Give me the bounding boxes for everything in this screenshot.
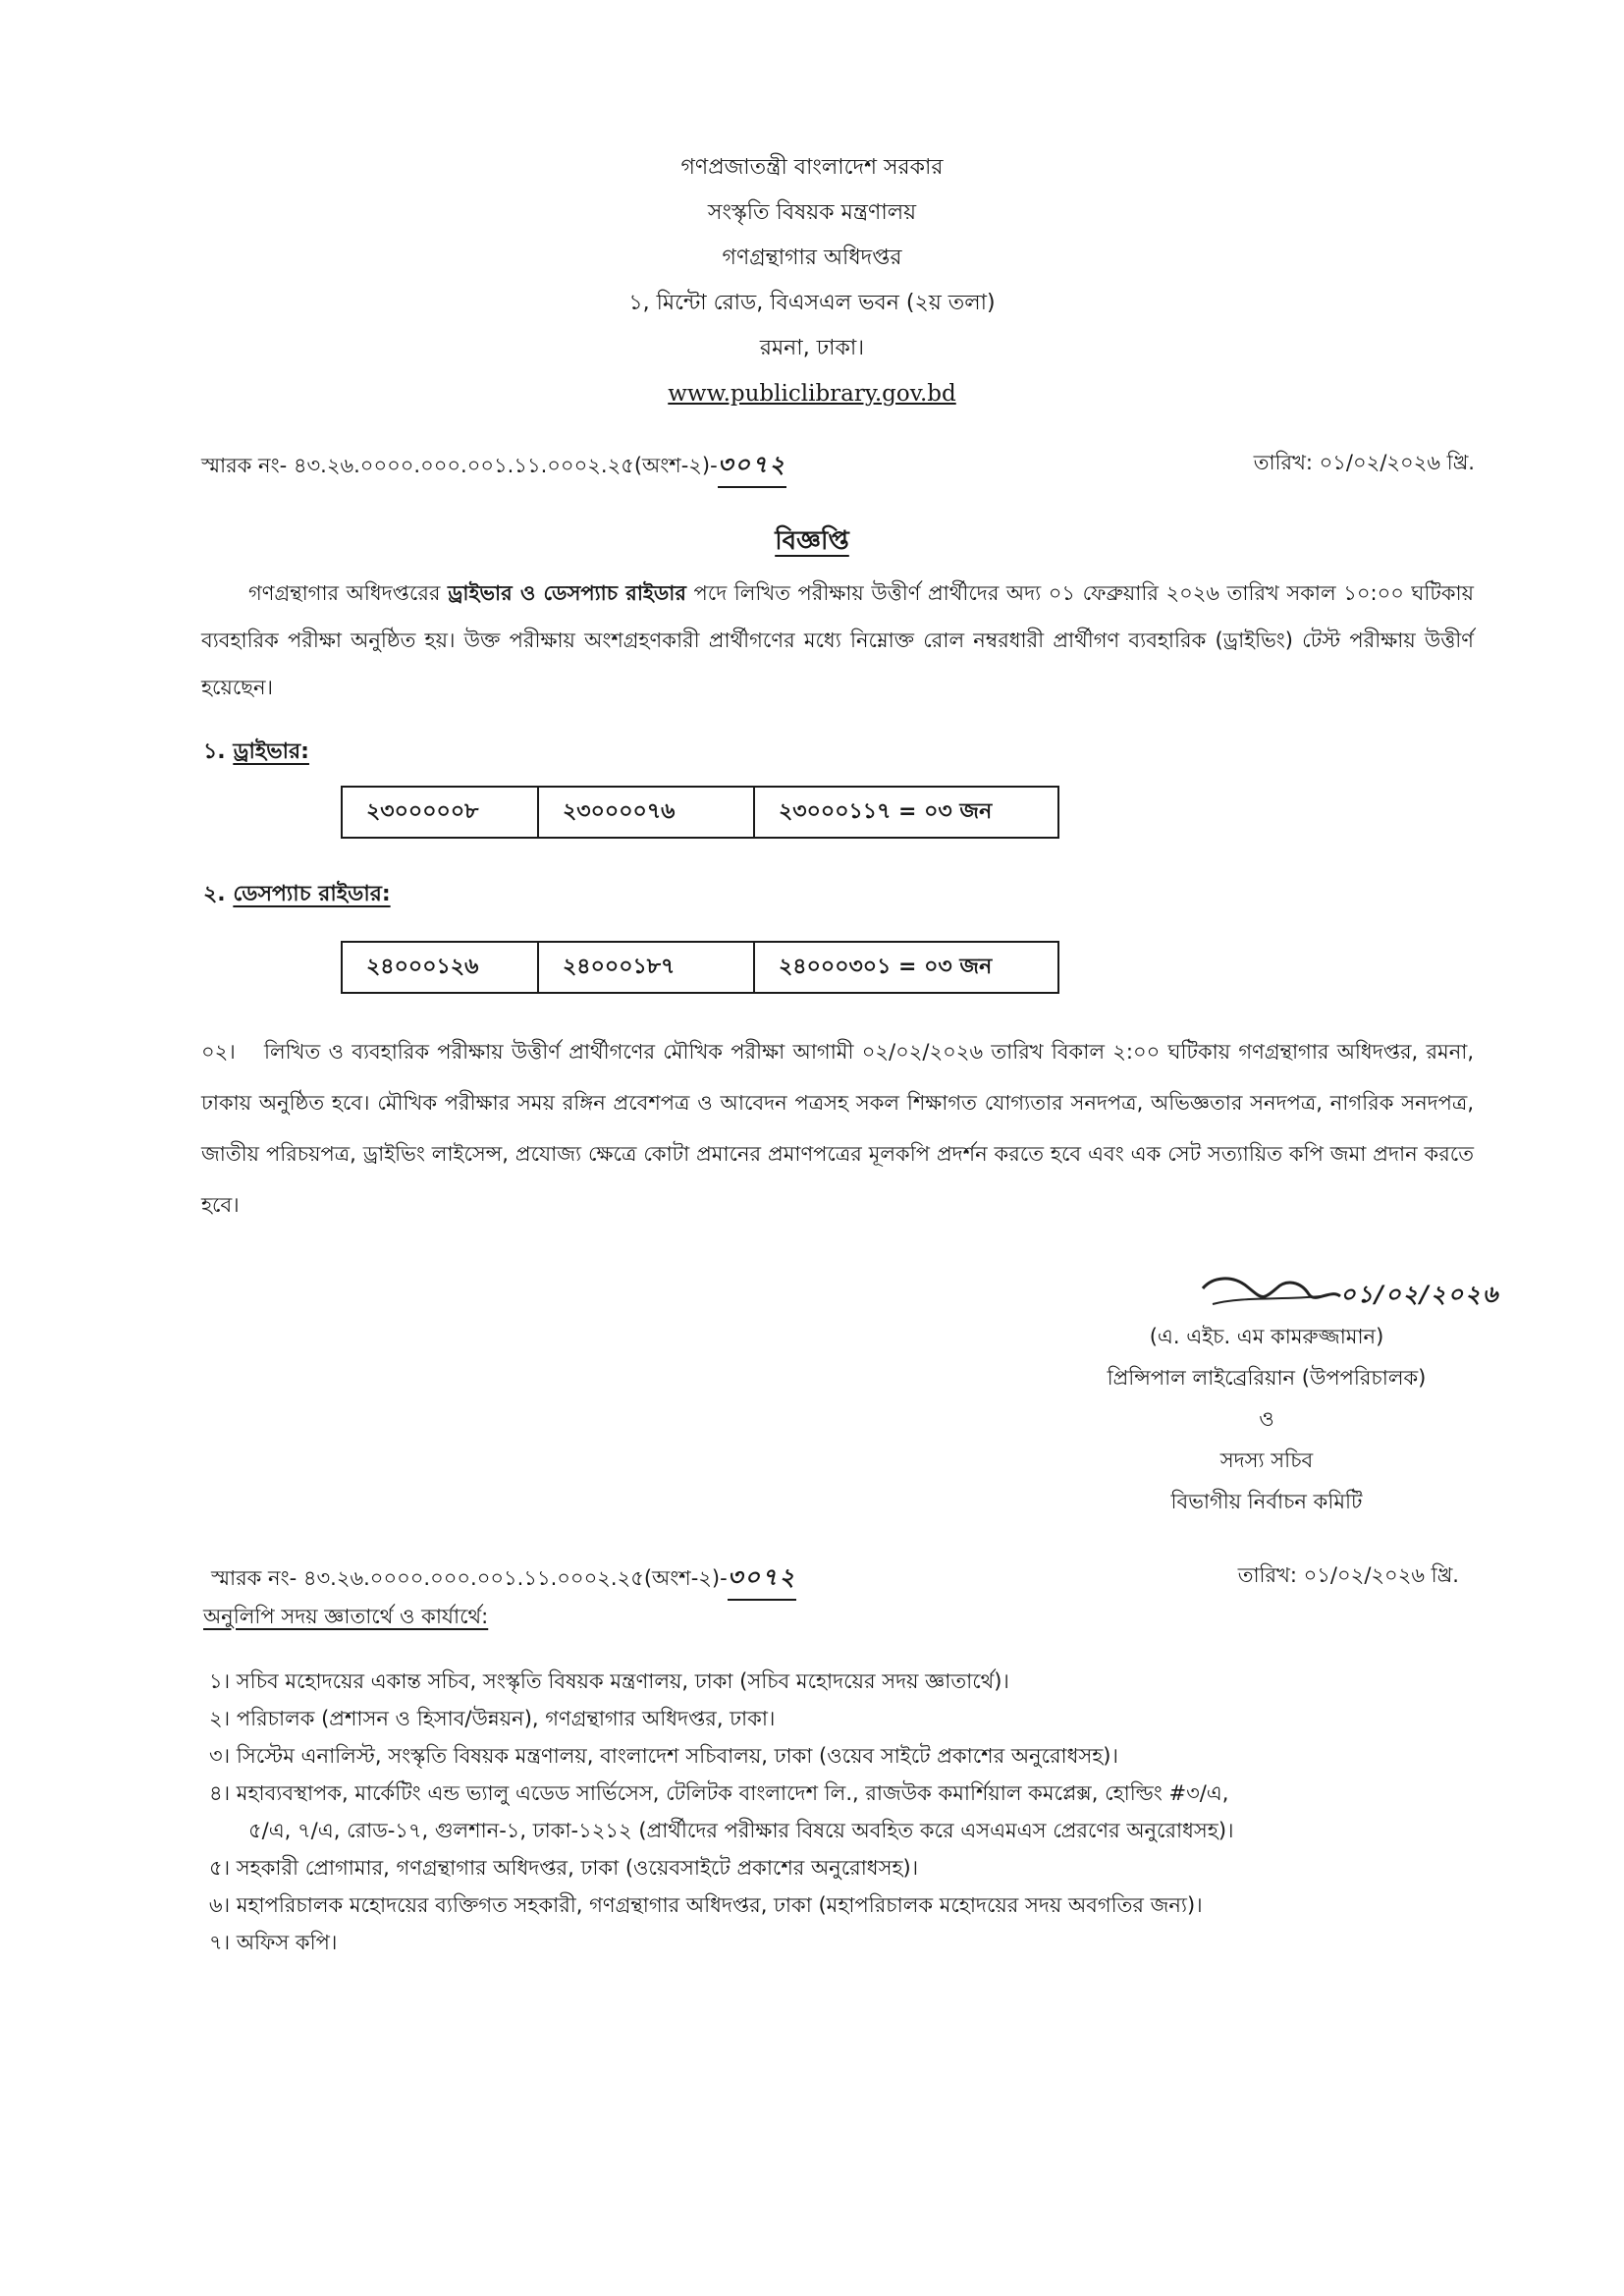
signatory-name: (এ. এইচ. এম কামরুজ্জামান)	[1149, 1325, 1384, 1348]
list-item: ৬। মহাপরিচালক মহোদয়ের ব্যক্তিগত সহকারী, গণগ্রন্থাগার অধিদপ্তর, ঢাকা (মহাপরিচালক মহোদয়ের সদয় অবগতির জন্য)।	[209, 1893, 1203, 1917]
list-item: ৭। অফিস কপি।	[209, 1931, 338, 1954]
signatory-designation: প্রিন্সিপাল লাইব্রেরিয়ান (উপপরিচালক)	[1107, 1366, 1427, 1390]
letterhead-city: রমনা, ঢাকা।	[759, 336, 865, 360]
memo-date-2: তারিখ: ০১/০২/২০২৬ খ্রি.	[1237, 1563, 1459, 1587]
signatory-conjunction: ও	[1259, 1407, 1274, 1431]
post-names: ড্রাইভার ও ডেসপ্যাচ রাইডার	[447, 581, 686, 605]
memo-reference-2: স্মারক নং- ৪৩.২৬.০০০০.০০০.০০১.১১.০০০২.২৫(অংশ-২)-৩০৭২	[211, 1559, 796, 1601]
viva-paragraph: ০২। লিখিত ও ব্যবহারিক পরীক্ষায় উত্তীর্ণ প্রার্থীগণের মৌখিক পরীক্ষা আগামী ০২/০২/২০২৬ তারিখ বিকাল ২:০০ ঘটিকায় গণগ্রন্থাগার অধিদপ্তর, রমনা, ঢাকায় অনুষ্ঠিত হবে। মৌখিক পরীক্ষার সময় রঙ্গিন প্রবেশপত্র ও আবেদন পত্রসহ সকল শিক্ষাগত যোগ্যতার সনদপত্র, অভিজ্ঞতার সনদপত্র, নাগরিক সনদপত্র, জাতীয় পরিচয়পত্র, ড্রাইভিং লাইসেন্স, প্রযোজ্য ক্ষেত্রে কোটা প্রমানের প্রমাণপত্রের মূলকপি প্রদর্শন করতে হবে এবং এক সেট সত্যায়িত কপি জমা প্রদান করতে হবে।	[201, 1026, 1474, 1230]
driver-roll-table	[341, 786, 1059, 839]
handwritten-sign-date: ০১/০২/২০২৬	[1340, 1281, 1500, 1308]
roll-cell: ২৪০০০১৮৭	[538, 942, 754, 993]
copies-list	[209, 1663, 1486, 1961]
copies-title: অনুলিপি সদয় জ্ঞাতার্থে ও কার্যার্থে:	[203, 1605, 489, 1628]
list-item: ৫/এ, ৭/এ, রোড-১৭, গুলশান-১, ঢাকা-১২১২ (প্রার্থীদের পরীক্ষার বিষয়ে অবহিত করে এসএমএস প্রেরণের অনুরোধসহ)।	[248, 1819, 1234, 1842]
website-link[interactable]: www.publiclibrary.gov.bd	[668, 381, 956, 407]
dispatch-rider-roll-table	[341, 941, 1059, 994]
table-row	[342, 942, 1058, 993]
section-driver-heading: ১. ড্রাইভার:	[203, 739, 309, 764]
list-item: ১। সচিব মহোদয়ের একান্ত সচিব, সংস্কৃতি বিষয়ক মন্ত্রণালয়, ঢাকা (সচিব মহোদয়ের সদয় জ্ঞাতার্থে)।	[209, 1669, 1009, 1693]
roll-cell: ২৩০০০০০৮	[342, 787, 538, 838]
roll-cell: ২৪০০০৩০১ = ০৩ জন	[754, 942, 1058, 993]
roll-cell: ২৪০০০১২৬	[342, 942, 538, 993]
list-item: ৩। সিস্টেম এনালিস্ট, সংস্কৃতি বিষয়ক মন্ত্রণালয়, বাংলাদেশ সচিবালয়, ঢাকা (ওয়েব সাইটে প্রকাশের অনুরোধসহ)।	[209, 1744, 1119, 1768]
paragraph-number: ০২।	[201, 1040, 236, 1064]
list-item: ৫। সহকারী প্রোগামার, গণগ্রন্থাগার অধিদপ্তর, ঢাকা (ওয়েবসাইটে প্রকাশের অনুরোধসহ)।	[209, 1856, 919, 1880]
signatory-committee: বিভাগীয় নির্বাচন কমিটি	[1170, 1490, 1363, 1513]
memo-date: তারিখ: ০১/০২/২০২৬ খ্রি.	[1253, 451, 1475, 474]
notice-intro-paragraph: গণগ্রন্থাগার অধিদপ্তরের ড্রাইভার ও ডেসপ্যাচ রাইডার পদে লিখিত পরীক্ষায় উত্তীর্ণ প্রার্থীদের অদ্য ০১ ফেব্রুয়ারি ২০২৬ তারিখ সকাল ১০:০০ ঘটিকায় ব্যবহারিক পরীক্ষা অনুষ্ঠিত হয়। উক্ত পরীক্ষায় অংশগ্রহণকারী প্রার্থীগণের মধ্যে নিম্নোক্ত রোল নম্বরধারী প্রার্থীগণ ব্যবহারিক (ড্রাইভিং) টেস্ট পরীক্ষায় উত্তীর্ণ হয়েছেন।	[201, 581, 1474, 699]
handwritten-memo-number-2: ৩০৭২	[728, 1559, 796, 1601]
letterhead-address: ১, মিন্টো রোড, বিএসএল ভবন (২য় তলা)	[628, 291, 996, 315]
section-dispatch-rider-heading: ২. ডেসপ্যাচ রাইডার:	[203, 882, 391, 906]
list-item: ৪। মহাব্যবস্থাপক, মার্কেটিং এন্ড ভ্যালু এডেড সার্ভিসেস, টেলিটক বাংলাদেশ লি., রাজউক কমার্শিয়াল কমপ্লেক্স, হোল্ডিং #৩/এ,	[209, 1781, 1229, 1805]
handwritten-memo-number: ৩০৭২	[718, 447, 786, 488]
letterhead-government: গণপ্রজাতন্ত্রী বাংলাদেশ সরকার	[680, 155, 944, 180]
letterhead	[0, 145, 1624, 416]
letterhead-department: গণগ্রন্থাগার অধিদপ্তর	[722, 246, 902, 270]
signatory-role: সদস্য সচিব	[1219, 1449, 1314, 1472]
letterhead-ministry: সংস্কৃতি বিষয়ক মন্ত্রণালয়	[707, 200, 917, 225]
notice-title: বিজ্ঞপ্তি	[775, 526, 849, 556]
roll-cell: ২৩০০০০৭৬	[538, 787, 754, 838]
list-item: ২। পরিচালক (প্রশাসন ও হিসাব/উন্নয়ন), গণগ্রন্থাগার অধিদপ্তর, ঢাকা।	[209, 1707, 776, 1730]
memo-reference: স্মারক নং- ৪৩.২৬.০০০০.০০০.০০১.১১.০০০২.২৫(অংশ-২)-৩০৭২	[201, 447, 786, 488]
table-row	[342, 787, 1058, 838]
roll-cell: ২৩০০০১১৭ = ০৩ জন	[754, 787, 1058, 838]
signatory-block	[1070, 1316, 1463, 1522]
